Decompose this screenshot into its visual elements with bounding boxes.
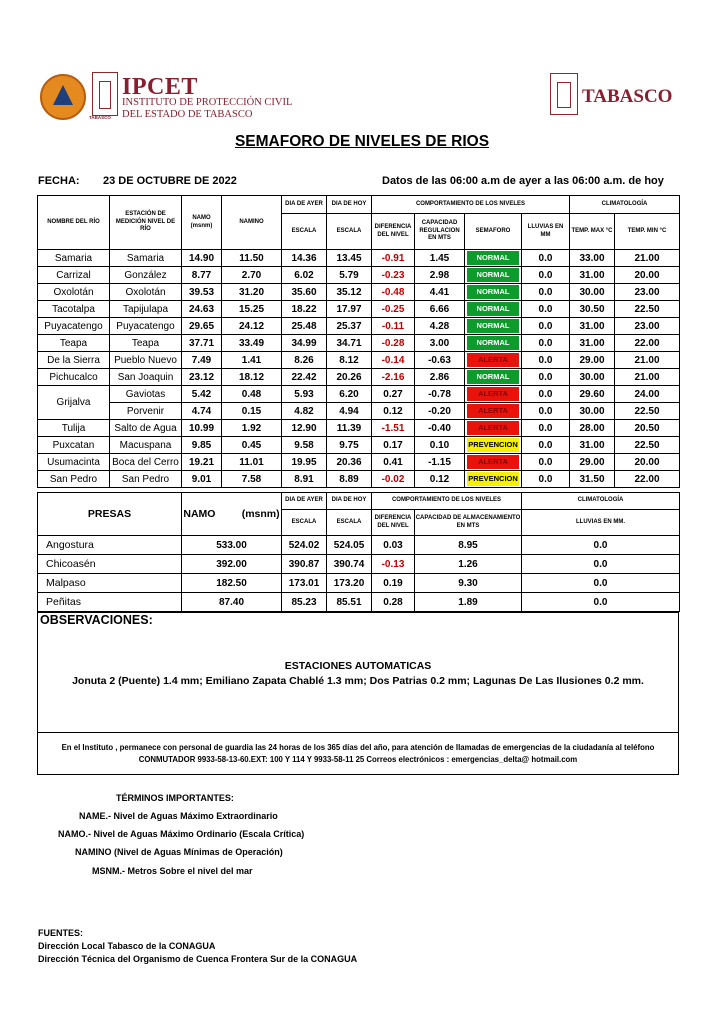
semaforo-cell <box>465 403 522 420</box>
capacidad-value: 0.10 <box>415 437 465 454</box>
escala-hoy-value: 8.89 <box>327 471 372 488</box>
temp-min-value: 20.00 <box>615 267 680 284</box>
dam-diferencia-value: 0.19 <box>372 574 415 593</box>
status-badge: ALERTA <box>467 353 519 367</box>
station-name: Samaria <box>110 250 182 267</box>
col-header-temp-min: TEMP. MIN °C <box>615 214 680 250</box>
table-row <box>38 369 680 386</box>
escala-hoy-value: 35.12 <box>327 284 372 301</box>
state-name: TABASCO <box>582 86 673 107</box>
namino-value: 1.92 <box>222 420 282 437</box>
escala-ayer-value: 6.02 <box>282 267 327 284</box>
dam-escala-hoy-value: 524.05 <box>327 536 372 555</box>
escala-hoy-value: 5.79 <box>327 267 372 284</box>
escala-hoy-value: 11.39 <box>327 420 372 437</box>
escala-ayer-value: 14.36 <box>282 250 327 267</box>
namo-value: 4.74 <box>182 403 222 420</box>
dam-lluvia-value: 0.0 <box>522 555 680 574</box>
lluvia-value: 0.0 <box>522 335 570 352</box>
col-header-semaforo: SEMAFORO <box>465 214 522 250</box>
station-name: Teapa <box>110 335 182 352</box>
col-header-presas-climatologia: CLIMATOLOGÍA <box>522 493 680 510</box>
temp-max-value: 31.00 <box>570 267 615 284</box>
capacidad-value: -0.40 <box>415 420 465 437</box>
proteccion-civil-logo <box>40 74 86 120</box>
temp-min-value: 22.50 <box>615 437 680 454</box>
contact-note <box>38 733 679 775</box>
escala-ayer-value: 5.93 <box>282 386 327 403</box>
status-badge: PREVENCION <box>467 438 519 452</box>
temp-min-value: 23.00 <box>615 284 680 301</box>
namo-value: 10.99 <box>182 420 222 437</box>
diferencia-value: -0.25 <box>372 301 415 318</box>
dam-lluvia-value: 0.0 <box>522 593 680 612</box>
station-name: San Joaquin <box>110 369 182 386</box>
diferencia-value: 0.12 <box>372 403 415 420</box>
status-badge: NORMAL <box>467 251 519 265</box>
status-badge: NORMAL <box>467 370 519 384</box>
capacidad-value: -0.63 <box>415 352 465 369</box>
col-header-diferencia: DIFERENCIA DEL NIVEL <box>372 214 415 250</box>
escala-hoy-value: 8.12 <box>327 352 372 369</box>
lluvia-value: 0.0 <box>522 284 570 301</box>
escala-ayer-value: 34.99 <box>282 335 327 352</box>
col-header-presas-escala-ayer: ESCALA <box>282 510 327 536</box>
station-name: Puyacatengo <box>110 318 182 335</box>
river-levels-table <box>37 195 680 488</box>
temp-min-value: 21.00 <box>615 369 680 386</box>
river-name: Usumacinta <box>38 454 110 471</box>
river-name: Tacotalpa <box>38 301 110 318</box>
term-namo: NAMO.- Nivel de Aguas Máximo Ordinario (Escala Crítica) <box>58 829 305 839</box>
escala-hoy-value: 25.37 <box>327 318 372 335</box>
dam-escala-ayer-value: 173.01 <box>282 574 327 593</box>
lluvia-value: 0.0 <box>522 454 570 471</box>
table-row <box>38 335 680 352</box>
capacidad-value: 1.45 <box>415 250 465 267</box>
table-row <box>38 318 680 335</box>
station-name: Boca del Cerro <box>110 454 182 471</box>
dam-diferencia-value: -0.13 <box>372 555 415 574</box>
capacidad-value: 3.00 <box>415 335 465 352</box>
col-header-escala-ayer: ESCALA <box>282 214 327 250</box>
status-badge: NORMAL <box>467 285 519 299</box>
station-name: Tapijulapa <box>110 301 182 318</box>
col-header-estacion: ESTACIÓN DE MEDICIÓN NIVEL DE RÍO <box>110 196 182 250</box>
dam-name: Angostura <box>38 536 182 555</box>
col-header-presas-comportamiento: COMPORTAMIENTO DE LOS NIVELES <box>372 493 522 510</box>
fuente-line1: Dirección Local Tabasco de la CONAGUA <box>38 941 216 951</box>
namo-value: 23.12 <box>182 369 222 386</box>
data-period: Datos de las 06:00 a.m de ayer a las 06:00 a.m. de hoy <box>382 175 664 187</box>
temp-min-value: 20.00 <box>615 454 680 471</box>
lluvia-value: 0.0 <box>522 267 570 284</box>
status-badge: NORMAL <box>467 336 519 350</box>
river-name: Carrizal <box>38 267 110 284</box>
namo-value: 9.85 <box>182 437 222 454</box>
escala-hoy-value: 20.26 <box>327 369 372 386</box>
station-name: Oxolotán <box>110 284 182 301</box>
org-name-line2: DEL ESTADO DE TABASCO <box>122 109 253 120</box>
diferencia-value: 0.41 <box>372 454 415 471</box>
temp-max-value: 30.00 <box>570 284 615 301</box>
temp-max-value: 28.00 <box>570 420 615 437</box>
dam-escala-hoy-value: 85.51 <box>327 593 372 612</box>
escala-ayer-value: 25.48 <box>282 318 327 335</box>
col-header-climatologia: CLIMATOLOGÍA <box>570 196 680 214</box>
escala-ayer-value: 8.91 <box>282 471 327 488</box>
namo-value: 19.21 <box>182 454 222 471</box>
table-row <box>38 301 680 318</box>
dam-lluvia-value: 0.0 <box>522 536 680 555</box>
namo-value: 39.53 <box>182 284 222 301</box>
tabasco-crest-icon <box>92 72 118 116</box>
river-name: San Pedro <box>38 471 110 488</box>
semaforo-cell <box>465 369 522 386</box>
escala-ayer-value: 12.90 <box>282 420 327 437</box>
dam-namo-value: 392.00 <box>182 555 282 574</box>
escala-ayer-value: 19.95 <box>282 454 327 471</box>
temp-max-value: 31.00 <box>570 437 615 454</box>
temp-max-value: 29.00 <box>570 352 615 369</box>
namino-value: 18.12 <box>222 369 282 386</box>
dam-diferencia-value: 0.28 <box>372 593 415 612</box>
term-name: NAME.- Nivel de Aguas Máximo Extraordinario <box>79 811 278 821</box>
table-row <box>38 454 680 471</box>
col-header-namino: NAMINO <box>222 196 282 250</box>
namo-value: 24.63 <box>182 301 222 318</box>
temp-min-value: 23.00 <box>615 318 680 335</box>
temp-max-value: 30.00 <box>570 403 615 420</box>
river-name: Pichucalco <box>38 369 110 386</box>
namino-value: 15.25 <box>222 301 282 318</box>
lluvia-value: 0.0 <box>522 437 570 454</box>
semaforo-cell <box>465 267 522 284</box>
temp-max-value: 30.00 <box>570 369 615 386</box>
table-row <box>38 420 680 437</box>
header-row-1 <box>38 196 680 214</box>
capacidad-value: 0.12 <box>415 471 465 488</box>
dam-escala-hoy-value: 390.74 <box>327 555 372 574</box>
lluvia-value: 0.0 <box>522 369 570 386</box>
observaciones-box <box>37 612 679 775</box>
dam-name: Peñitas <box>38 593 182 612</box>
col-header-dia-ayer: DIA DE AYER <box>282 196 327 214</box>
namino-value: 33.49 <box>222 335 282 352</box>
table-row <box>38 593 680 612</box>
river-name: Samaria <box>38 250 110 267</box>
escala-hoy-value: 13.45 <box>327 250 372 267</box>
diferencia-value: -2.16 <box>372 369 415 386</box>
dam-namo-value: 533.00 <box>182 536 282 555</box>
diferencia-value: -0.14 <box>372 352 415 369</box>
escala-ayer-value: 22.42 <box>282 369 327 386</box>
observaciones-cell <box>38 613 679 733</box>
escala-ayer-value: 4.82 <box>282 403 327 420</box>
dam-escala-ayer-value: 390.87 <box>282 555 327 574</box>
river-name: Oxolotán <box>38 284 110 301</box>
dams-table <box>37 492 680 612</box>
dam-capacidad-value: 1.89 <box>415 593 522 612</box>
fuentes-heading: FUENTES: <box>38 928 83 938</box>
table-row <box>38 574 680 593</box>
semaforo-cell <box>465 386 522 403</box>
semaforo-cell <box>465 454 522 471</box>
river-name: Puxcatan <box>38 437 110 454</box>
fecha-label: FECHA: <box>38 175 80 187</box>
diferencia-value: -0.23 <box>372 267 415 284</box>
temp-max-value: 29.00 <box>570 454 615 471</box>
crest-caption: TABASCO <box>89 115 111 120</box>
river-name: Teapa <box>38 335 110 352</box>
escala-hoy-value: 4.94 <box>327 403 372 420</box>
river-name: De la Sierra <box>38 352 110 369</box>
semaforo-cell <box>465 471 522 488</box>
temp-min-value: 22.00 <box>615 471 680 488</box>
table-row <box>38 437 680 454</box>
diferencia-value: -0.11 <box>372 318 415 335</box>
status-badge: ALERTA <box>467 421 519 435</box>
river-name: Tulija <box>38 420 110 437</box>
dam-diferencia-value: 0.03 <box>372 536 415 555</box>
semaforo-cell <box>465 335 522 352</box>
contact-note-line2: CONMUTADOR 9933-58-13-60.EXT: 100 Y 114 Y 9933-58-11 25 Correos electrónicos : emergencias_delta@ hotmail.com <box>138 754 578 764</box>
semaforo-cell <box>465 250 522 267</box>
escala-ayer-value: 18.22 <box>282 301 327 318</box>
station-name: Pueblo Nuevo <box>110 352 182 369</box>
escala-hoy-value: 34.71 <box>327 335 372 352</box>
org-name-line1: INSTITUTO DE PROTECCIÓN CIVIL <box>122 97 293 108</box>
org-acronym: IPCET <box>122 74 198 100</box>
table-row <box>38 386 680 403</box>
station-name: Macuspana <box>110 437 182 454</box>
col-header-lluvias: LLUVIAS EN MM <box>522 214 570 250</box>
namino-value: 11.01 <box>222 454 282 471</box>
capacidad-value: 2.98 <box>415 267 465 284</box>
semaforo-cell <box>465 420 522 437</box>
dam-capacidad-value: 8.95 <box>415 536 522 555</box>
col-header-dia-hoy: DIA DE HOY <box>327 196 372 214</box>
dam-name: Chicoasén <box>38 555 182 574</box>
fecha-value: 23 DE OCTUBRE DE 2022 <box>103 175 237 187</box>
table-row <box>38 555 680 574</box>
escala-hoy-value: 9.75 <box>327 437 372 454</box>
col-header-presas-capacidad: CAPACIDAD DE ALMACENAMIENTO EN MTS <box>415 510 522 536</box>
lluvia-value: 0.0 <box>522 471 570 488</box>
org-name <box>122 97 322 121</box>
escala-hoy-value: 17.97 <box>327 301 372 318</box>
namino-value: 0.15 <box>222 403 282 420</box>
semaforo-cell <box>465 318 522 335</box>
status-badge: PREVENCION <box>467 472 519 486</box>
station-name: González <box>110 267 182 284</box>
namo-value: 7.49 <box>182 352 222 369</box>
temp-min-value: 22.50 <box>615 301 680 318</box>
dam-capacidad-value: 9.30 <box>415 574 522 593</box>
col-header-presas: PRESAS <box>38 493 182 536</box>
escala-ayer-value: 8.26 <box>282 352 327 369</box>
namino-value: 0.45 <box>222 437 282 454</box>
lluvia-value: 0.0 <box>522 301 570 318</box>
lluvia-value: 0.0 <box>522 420 570 437</box>
namino-value: 0.48 <box>222 386 282 403</box>
escala-hoy-value: 6.20 <box>327 386 372 403</box>
temp-min-value: 21.00 <box>615 352 680 369</box>
semaforo-cell <box>465 301 522 318</box>
temp-min-value: 20.50 <box>615 420 680 437</box>
temp-max-value: 30.50 <box>570 301 615 318</box>
fuente-line2: Dirección Técnica del Organismo de Cuenca Frontera Sur de la CONAGUA <box>38 954 358 964</box>
namo-value: 5.42 <box>182 386 222 403</box>
semaforo-cell <box>465 352 522 369</box>
namino-value: 1.41 <box>222 352 282 369</box>
namino-value: 24.12 <box>222 318 282 335</box>
temp-min-value: 22.00 <box>615 335 680 352</box>
col-header-presas-escala-hoy: ESCALA <box>327 510 372 536</box>
col-header-presas-lluvias: LLUVIAS EN MM. <box>522 510 680 536</box>
diferencia-value: -0.28 <box>372 335 415 352</box>
status-badge: NORMAL <box>467 319 519 333</box>
status-badge: ALERTA <box>467 455 519 469</box>
escala-hoy-value: 20.36 <box>327 454 372 471</box>
semaforo-cell <box>465 284 522 301</box>
table-row <box>38 267 680 284</box>
capacidad-value: -1.15 <box>415 454 465 471</box>
station-name: Salto de Agua <box>110 420 182 437</box>
lluvia-value: 0.0 <box>522 386 570 403</box>
col-header-comportamiento: COMPORTAMIENTO DE LOS NIVELES <box>372 196 570 214</box>
table-row <box>38 352 680 369</box>
diferencia-value: 0.17 <box>372 437 415 454</box>
semaforo-cell <box>465 437 522 454</box>
dam-lluvia-value: 0.0 <box>522 574 680 593</box>
table-row <box>38 250 680 267</box>
escala-ayer-value: 35.60 <box>282 284 327 301</box>
diferencia-value: -0.48 <box>372 284 415 301</box>
station-name: San Pedro <box>110 471 182 488</box>
diferencia-value: 0.27 <box>372 386 415 403</box>
capacidad-value: -0.78 <box>415 386 465 403</box>
capacidad-value: 6.66 <box>415 301 465 318</box>
dam-capacidad-value: 1.26 <box>415 555 522 574</box>
status-badge: ALERTA <box>467 404 519 418</box>
temp-max-value: 33.00 <box>570 250 615 267</box>
status-badge: NORMAL <box>467 302 519 316</box>
page-title: SEMAFORO DE NIVELES DE RIOS <box>234 133 490 150</box>
capacidad-value: 4.28 <box>415 318 465 335</box>
col-header-presas-dia-hoy: DIA DE HOY <box>327 493 372 510</box>
term-msnm: MSNM.- Metros Sobre el nivel del mar <box>92 866 253 876</box>
namo-value: 8.77 <box>182 267 222 284</box>
status-badge: ALERTA <box>467 387 519 401</box>
namino-value: 7.58 <box>222 471 282 488</box>
table-row <box>38 536 680 555</box>
namino-value: 11.50 <box>222 250 282 267</box>
contact-note-line1: En el Instituto , permanece con personal de guardia las 24 horas de los 365 días del año, para atención de llamadas de emergencias de la ciudadanía al teléfono <box>61 742 655 752</box>
diferencia-value: -0.02 <box>372 471 415 488</box>
presas-namo-label: NAMO <box>183 508 216 520</box>
namino-value: 31.20 <box>222 284 282 301</box>
temp-max-value: 31.50 <box>570 471 615 488</box>
station-name: Porvenir <box>110 403 182 420</box>
diferencia-value: -0.91 <box>372 250 415 267</box>
namo-value: 9.01 <box>182 471 222 488</box>
table-row <box>38 471 680 488</box>
temp-min-value: 21.00 <box>615 250 680 267</box>
temp-min-value: 24.00 <box>615 386 680 403</box>
col-header-escala-hoy: ESCALA <box>327 214 372 250</box>
status-badge: NORMAL <box>467 268 519 282</box>
namo-value: 37.71 <box>182 335 222 352</box>
state-crest-icon <box>550 73 578 115</box>
dam-namo-value: 182.50 <box>182 574 282 593</box>
col-header-presas-namo <box>182 493 282 536</box>
presas-header-row-1 <box>38 493 680 510</box>
observaciones-title: OBSERVACIONES: <box>40 613 153 627</box>
estaciones-automaticas-title: ESTACIONES AUTOMATICAS <box>284 660 432 672</box>
col-header-namo: NAMO (msnm) <box>182 196 222 250</box>
col-header-rio: NOMBRE DEL RÍO <box>38 196 110 250</box>
station-name: Gaviotas <box>110 386 182 403</box>
col-header-presas-diferencia: DIFERENCIA DEL NIVEL <box>372 510 415 536</box>
escala-ayer-value: 9.58 <box>282 437 327 454</box>
temp-max-value: 29.60 <box>570 386 615 403</box>
temp-max-value: 31.00 <box>570 318 615 335</box>
river-name: Grijalva <box>38 386 110 420</box>
col-header-capacidad: CAPACIDAD REGULACION EN MTS <box>415 214 465 250</box>
namo-value: 14.90 <box>182 250 222 267</box>
presas-msnm-label: (msnm) <box>241 508 280 520</box>
temp-min-value: 22.50 <box>615 403 680 420</box>
dam-escala-hoy-value: 173.20 <box>327 574 372 593</box>
table-row <box>38 403 680 420</box>
lluvia-value: 0.0 <box>522 403 570 420</box>
namino-value: 2.70 <box>222 267 282 284</box>
dam-escala-ayer-value: 524.02 <box>282 536 327 555</box>
col-header-temp-max: TEMP. MAX °C <box>570 214 615 250</box>
col-header-presas-dia-ayer: DIA DE AYER <box>282 493 327 510</box>
lluvia-value: 0.0 <box>522 352 570 369</box>
diferencia-value: -1.51 <box>372 420 415 437</box>
dam-escala-ayer-value: 85.23 <box>282 593 327 612</box>
temp-max-value: 31.00 <box>570 335 615 352</box>
capacidad-value: 4.41 <box>415 284 465 301</box>
terms-heading: TÉRMINOS IMPORTANTES: <box>116 793 234 803</box>
namo-value: 29.65 <box>182 318 222 335</box>
lluvia-value: 0.0 <box>522 318 570 335</box>
table-row <box>38 284 680 301</box>
dam-name: Malpaso <box>38 574 182 593</box>
dam-namo-value: 87.40 <box>182 593 282 612</box>
capacidad-value: 2.86 <box>415 369 465 386</box>
river-name: Puyacatengo <box>38 318 110 335</box>
term-namino: NAMINO (Nivel de Aguas Mínimas de Operación) <box>75 847 283 857</box>
estaciones-automaticas-text: Jonuta 2 (Puente) 1.4 mm; Emiliano Zapata Chablé 1.3 mm; Dos Patrias 0.2 mm; Lagunas De Las Ilusiones 0.2 mm. <box>72 675 644 687</box>
capacidad-value: -0.20 <box>415 403 465 420</box>
lluvia-value: 0.0 <box>522 250 570 267</box>
